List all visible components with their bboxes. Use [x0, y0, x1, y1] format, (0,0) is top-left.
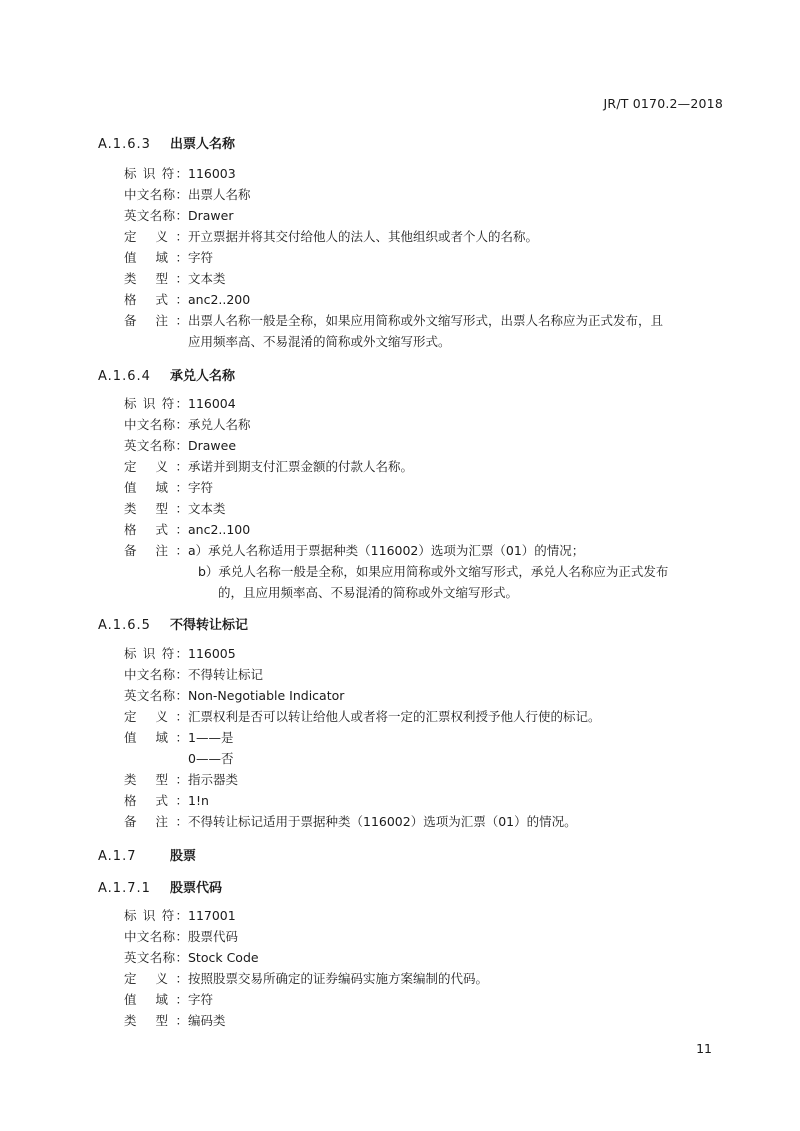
- field-label: 英文名称：: [124, 950, 188, 965]
- field-row: [124, 438, 236, 454]
- field-label: 标 识 符：: [124, 396, 188, 411]
- field-value: 汇票权利是否可以转让给他人或者将一定的汇票权利授予他人行使的标记。: [188, 709, 601, 724]
- field-label: 类 型：: [124, 271, 188, 286]
- field-row: [124, 971, 488, 987]
- field-value: Drawer: [188, 208, 234, 223]
- field-label: 类 型：: [124, 772, 188, 787]
- field-row: [124, 250, 213, 266]
- section-number: A.1.6.4: [98, 369, 151, 384]
- field-value: 出票人名称一般是全称，如果应用简称或外文缩写形式，出票人名称应为正式发布，且: [188, 313, 664, 328]
- field-label: 标 识 符：: [124, 646, 188, 661]
- field-label: 中文名称：: [124, 187, 188, 202]
- field-label: 类 型：: [124, 501, 188, 516]
- field-row: [124, 208, 233, 224]
- field-value: 117001: [188, 908, 236, 923]
- field-label: 英文名称：: [124, 208, 188, 223]
- field-value: a）承兑人名称适用于票据种类（116002）选项为汇票（01）的情况；: [188, 543, 585, 558]
- field-label: 格 式：: [124, 292, 188, 307]
- field-row: [124, 271, 226, 287]
- section-heading: [98, 614, 248, 633]
- field-row: [124, 480, 213, 496]
- field-row: [124, 730, 233, 746]
- field-row: [124, 1013, 226, 1029]
- field-value: 字符: [188, 250, 214, 265]
- section-heading: [98, 133, 235, 152]
- field-label: 定 义：: [124, 459, 188, 474]
- field-label: 值 域：: [124, 730, 188, 745]
- field-label: 标 识 符：: [124, 908, 188, 923]
- field-row: [124, 166, 236, 182]
- field-label: 值 域：: [124, 992, 188, 1007]
- section-number: A.1.7.1: [98, 881, 151, 896]
- field-row: [124, 908, 236, 924]
- field-value: Non-Negotiable Indicator: [188, 688, 345, 703]
- note-item-b: b）承兑人名称一般是全称，如果应用简称或外文缩写形式，承兑人名称应为正式发布: [198, 564, 669, 579]
- field-value: 116003: [188, 166, 236, 181]
- field-row: [124, 929, 238, 945]
- field-label: 类 型：: [124, 1013, 188, 1028]
- section-number: A.1.6.3: [98, 137, 151, 152]
- field-row: [124, 396, 236, 412]
- field-label: 英文名称：: [124, 688, 188, 703]
- field-label: 值 域：: [124, 250, 188, 265]
- field-label: 备 注：: [124, 814, 188, 829]
- field-label: 值 域：: [124, 480, 188, 495]
- field-value: 116004: [188, 396, 236, 411]
- field-row: [124, 709, 601, 725]
- note-item-b-continued: 的，且应用频率高、不易混淆的简称或外文缩写形式。: [218, 585, 519, 600]
- field-label: 中文名称：: [124, 667, 188, 682]
- field-value-continued: 应用频率高、不易混淆的简称或外文缩写形式。: [188, 334, 451, 349]
- field-label: 中文名称：: [124, 929, 188, 944]
- section-title: 不得转让标记: [170, 618, 249, 633]
- field-row: [124, 793, 209, 809]
- field-row: [124, 522, 250, 538]
- field-label: 格 式：: [124, 793, 188, 808]
- field-value: 股票代码: [188, 929, 239, 944]
- field-value: 不得转让标记: [188, 667, 264, 682]
- field-row: [124, 501, 226, 517]
- field-value: 不得转让标记适用于票据种类（116002）选项为汇票（01）的情况。: [188, 814, 577, 829]
- field-value: 出票人名称: [188, 187, 251, 202]
- section-heading: [98, 845, 196, 864]
- field-value-continued: 0——否: [188, 751, 234, 766]
- field-row: [124, 667, 263, 683]
- field-row: [124, 950, 259, 966]
- field-row: [124, 992, 213, 1008]
- field-value: 开立票据并将其交付给他人的法人、其他组织或者个人的名称。: [188, 229, 539, 244]
- page-number: 11: [696, 1041, 712, 1056]
- field-value: 指示器类: [188, 772, 239, 787]
- field-row: [124, 292, 250, 308]
- field-value: 文本类: [188, 271, 226, 286]
- field-row: [124, 688, 344, 704]
- field-row: [124, 814, 577, 830]
- field-row: [124, 543, 584, 559]
- field-value: Stock Code: [188, 950, 259, 965]
- field-value: 116005: [188, 646, 236, 661]
- field-label: 标 识 符：: [124, 166, 188, 181]
- section-number: A.1.7: [98, 849, 137, 864]
- section-title: 股票: [170, 849, 197, 864]
- field-label: 定 义：: [124, 971, 188, 986]
- field-value: 文本类: [188, 501, 226, 516]
- field-value: anc2..200: [188, 292, 251, 307]
- field-label: 英文名称：: [124, 438, 188, 453]
- section-title: 股票代码: [170, 881, 223, 896]
- field-row: [124, 646, 236, 662]
- field-value: 编码类: [188, 1013, 226, 1028]
- field-value: 承诺并到期支付汇票金额的付款人名称。: [188, 459, 414, 474]
- field-label: 备 注：: [124, 543, 188, 558]
- section-heading: [98, 877, 222, 896]
- field-value: 1——是: [188, 730, 234, 745]
- section-title: 出票人名称: [170, 137, 236, 152]
- field-label: 定 义：: [124, 709, 188, 724]
- field-row: [124, 772, 238, 788]
- field-row: [124, 187, 251, 203]
- section-number: A.1.6.5: [98, 618, 151, 633]
- field-value: 字符: [188, 992, 214, 1007]
- field-value: 按照股票交易所确定的证券编码实施方案编制的代码。: [188, 971, 489, 986]
- section-title: 承兑人名称: [170, 369, 236, 384]
- field-label: 备 注：: [124, 313, 188, 328]
- field-row: [124, 229, 538, 245]
- field-label: 格 式：: [124, 522, 188, 537]
- field-label: 中文名称：: [124, 417, 188, 432]
- field-value: 承兑人名称: [188, 417, 251, 432]
- field-row: [124, 459, 413, 475]
- field-label: 定 义：: [124, 229, 188, 244]
- field-value: 字符: [188, 480, 214, 495]
- field-value: Drawee: [188, 438, 237, 453]
- field-value: anc2..100: [188, 522, 251, 537]
- document-header: JR/T 0170.2—2018: [603, 96, 723, 111]
- field-row: [124, 313, 663, 329]
- field-row: [124, 417, 251, 433]
- field-value: 1!n: [188, 793, 209, 808]
- section-heading: [98, 365, 235, 384]
